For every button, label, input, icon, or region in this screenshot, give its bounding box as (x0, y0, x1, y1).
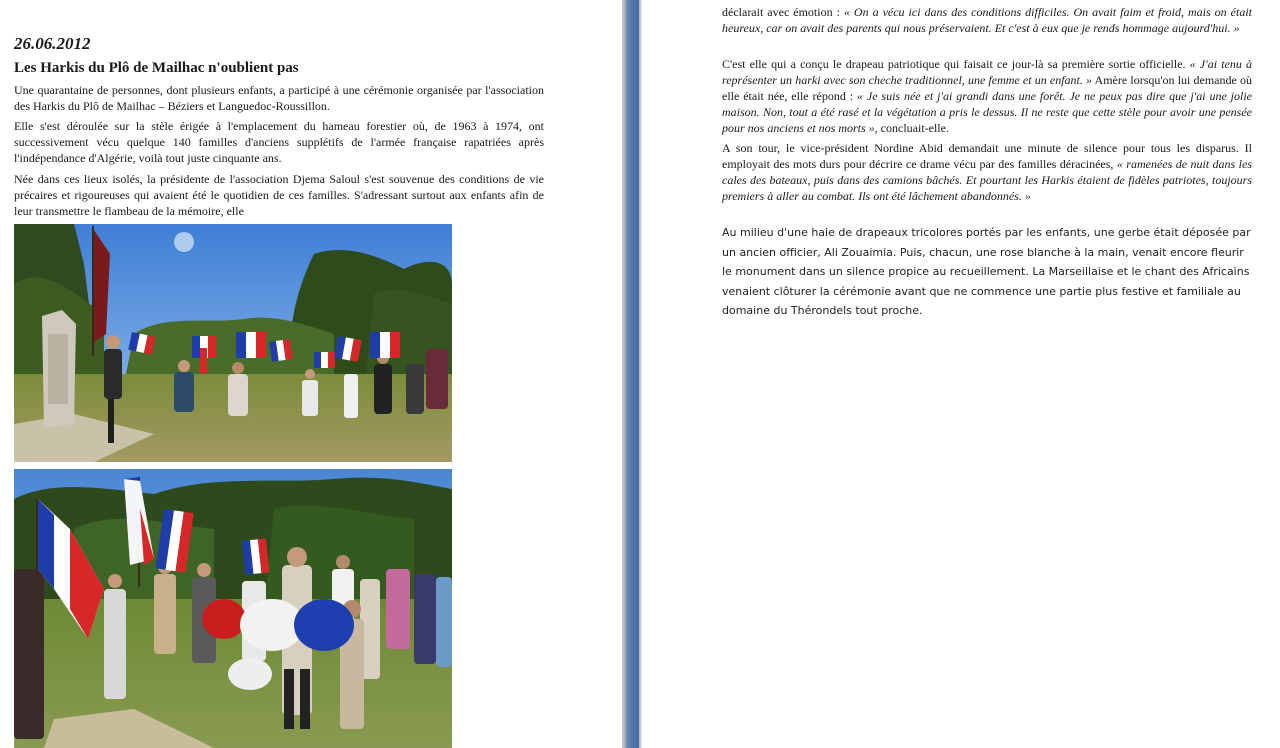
quote-3: « Je suis née et j'ai grandi dans une forêt. Je ne peux pas dire que j'ai une jolie maison. Non, tout a été rasé et la végétation a pris le dessus. Il ne reste que cette stèle pour avoir une pensée pour nos anciens et nos morts » (722, 89, 1252, 135)
paragraph-6 (722, 140, 1252, 204)
paragraph-7: Au milieu d'une haie de drapeaux tricolores portés par les enfants, une gerbe était déposée par un ancien officier, Ali Zouaimia. Puis, chacun, une rose blanche à la main, venait encore fleurir le monument dans un silence propice au recueillement. La Marseillaise et le chant des Africains venaient clôturer la cérémonie avant que ne commence une partie plus festive et familiale au domaine du Thérondels tout proche. (722, 226, 1251, 318)
paragraph-1: Une quarantaine de personnes, dont plusieurs enfants, a participé à une cérémonie organisée par l'association des Harkis du Plô de Mailhac – Béziers et Languedoc-Roussillon. (14, 83, 544, 113)
paragraph-3: Née dans ces lieux isolés, la présidente de l'association Djema Saloul s'est souvenue des conditions de vie précaires et rigoureuses qui avaient été le quotidien de ces familles. S'adressant surtout aux enfants afin de leur transmettre le flambeau de la mémoire, elle (14, 172, 544, 218)
paragraph-5 (722, 56, 1252, 136)
document-page-left (0, 0, 624, 748)
paragraph-6-text: A son tour, le vice-président Nordine Abid demandait une minute de silence pour tous les disparus. Il employait des mots durs pour décrire ce drame vécu par des familles déracinées, (722, 141, 1252, 171)
quote-1: « On a vécu ici dans des conditions difficiles. On avait faim et froid, mais on était heureux, car on avait des parents qui nous préservaient. Et c'est à eux que je rends hommage aujourd'hui. » (722, 5, 1252, 35)
quote-2: « J'ai tenu à représenter un harki avec son cheche traditionnel, une femme et un enfant. » (722, 57, 1253, 87)
paragraph-4 (722, 4, 1252, 36)
ceremony-photo-2 (14, 469, 452, 748)
article-date: 26.06.2012 (14, 34, 91, 53)
paragraph-5-text-a: C'est elle qui a conçu le drapeau patriotique qui faisait ce jour-là sa première sortie officielle. (722, 57, 1190, 71)
article-title: Les Harkis du Plô de Mailhac n'oublient pas (14, 60, 299, 76)
page-divider (626, 0, 639, 748)
paragraph-5-text-b: Amère lorsqu'on lui demande où elle était née, elle répond : (722, 73, 1252, 103)
paragraph-4-text: déclarait avec émotion : (722, 5, 844, 19)
paragraph-5-text-c: , concluait-elle. (874, 121, 949, 135)
quote-4: « ramenées de nuit dans les cales des bateaux, puis dans des camions bâchés. Et pourtant les Harkis étaient de fidèles patriotes, toujours premiers à aller au combat. Ils ont été lâchement abandonnés. » (722, 157, 1252, 203)
document-page-right (642, 0, 1280, 748)
ceremony-photo-1 (14, 224, 452, 462)
wreath-laying-photo (14, 469, 452, 748)
paragraph-2: Elle s'est déroulée sur la stèle érigée à l'emplacement du hameau forestier où, de 1963 à 1974, ont successivement vécu quelque 140 familles d'anciens supplétifs de l'armée française rapatriées après l'indépendance d'Algérie, voilà tout juste cinquante ans. (14, 119, 544, 165)
ceremony-flags-photo (14, 224, 452, 462)
